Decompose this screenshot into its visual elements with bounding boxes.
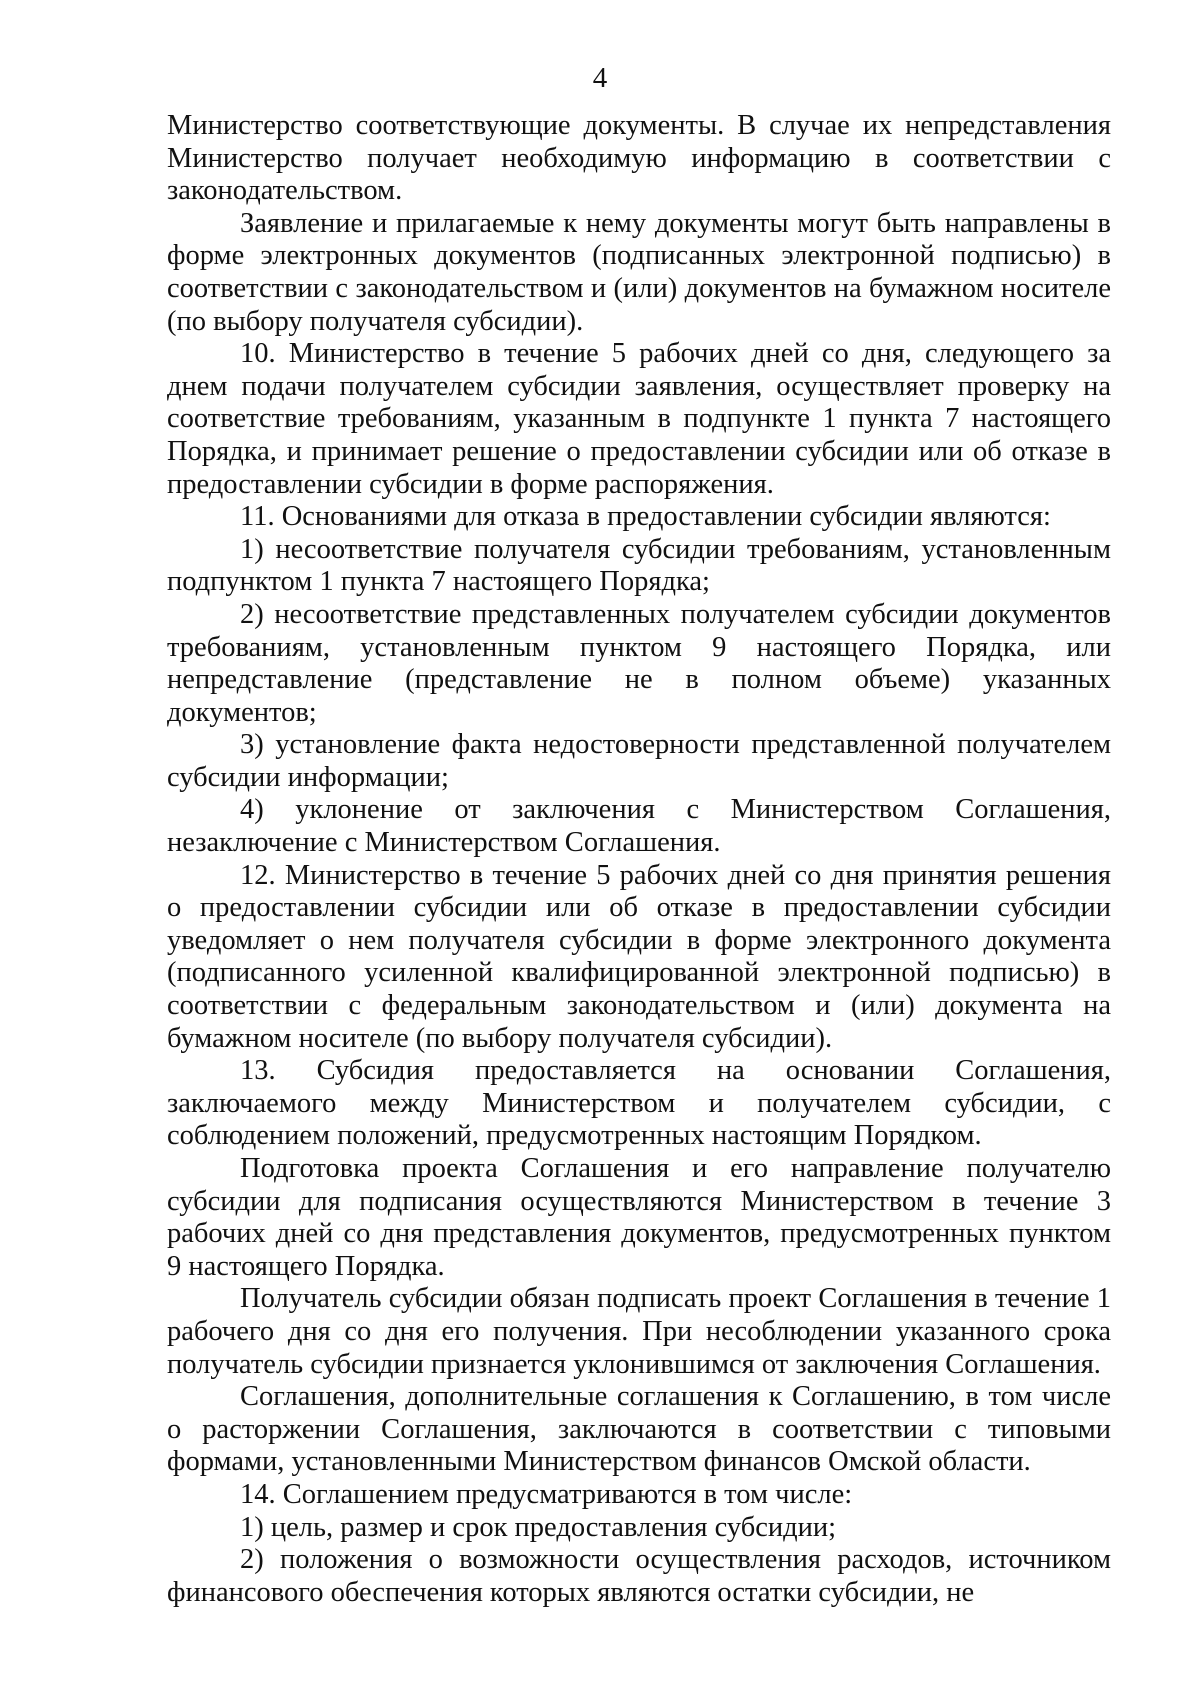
paragraph-item-10: 10. Министерство в течение 5 рабочих дней со дня, следующего за днем подачи получателем субсидии заявления, осуществляет проверку на соответствие требованиям, указанным в подпункте 1 пункта 7 настоящего Порядка, и принимает решение о предоставлении субсидии или об отказе в предоставлении субсидии в форме распоряжения. [167, 338, 1111, 500]
paragraph: Подготовка проекта Соглашения и его направление получателю субсидии для подписания осуществляются Министерством в течение 3 рабочих дней со дня представления документов, предусмотренных пунктом 9 настоящего Порядка. [167, 1153, 1111, 1282]
list-item: 2) положения о возможности осуществления расходов, источником финансового обеспечения которых являются остатки субсидии, не [167, 1544, 1111, 1608]
paragraph-item-11: 11. Основаниями для отказа в предоставлении субсидии являются: [240, 501, 1051, 533]
paragraph: Получатель субсидии обязан подписать проект Соглашения в течение 1 рабочего дня со дня его получения. При несоблюдении указанного срока получатель субсидии признается уклонившимся от заключения Соглашения. [167, 1283, 1111, 1380]
list-item: 1) несоответствие получателя субсидии требованиям, установленным подпунктом 1 пункта 7 настоящего Порядка; [167, 533, 1111, 598]
list-item: 4) уклонение от заключения с Министерством Соглашения, незаключение с Министерством Соглашения. [167, 794, 1111, 859]
list-item: 1) цель, размер и срок предоставления субсидии; [240, 1511, 837, 1543]
document-body [167, 110, 1111, 1609]
paragraph-item-12: 12. Министерство в течение 5 рабочих дней со дня принятия решения о предоставлении субсидии или об отказе в предоставлении субсидии уведомляет о нем получателя субсидии в форме электронного документа (подписанного усиленной квалифицированной электронной подписью) в соответствии с федеральным законодательством и (или) документа на бумажном носителе (по выбору получателя субсидии). [167, 859, 1111, 1054]
list-item: 3) установление факта недостоверности представленной получателем субсидии информации; [167, 729, 1111, 793]
paragraph-item-13: 13. Субсидия предоставляется на основании Соглашения, заключаемого между Министерством и получателем субсидии, с соблюдением положений, предусмотренных настоящим Порядком. [167, 1055, 1111, 1152]
paragraph: Министерство соответствующие документы. В случае их непредставления Министерство получает необходимую информацию в соответствии с законодательством. [167, 110, 1111, 207]
paragraph: Соглашения, дополнительные соглашения к Соглашению, в том числе о расторжении Соглашения, заключаются в соответствии с типовыми формами, установленными Министерством финансов Омской области. [167, 1381, 1111, 1478]
paragraph-item-14: 14. Соглашением предусматриваются в том числе: [240, 1478, 853, 1510]
list-item: 2) несоответствие представленных получателем субсидии документов требованиям, установленным пунктом 9 настоящего Порядка, или непредставление (представление не в полном объеме) указанных документов; [167, 598, 1111, 728]
paragraph: Заявление и прилагаемые к нему документы могут быть направлены в форме электронных документов (подписанных электронной подписью) в соответствии с законодательством и (или) документов на бумажном носителе (по выбору получателя субсидии). [167, 207, 1111, 337]
page-number: 4 [592, 62, 608, 94]
